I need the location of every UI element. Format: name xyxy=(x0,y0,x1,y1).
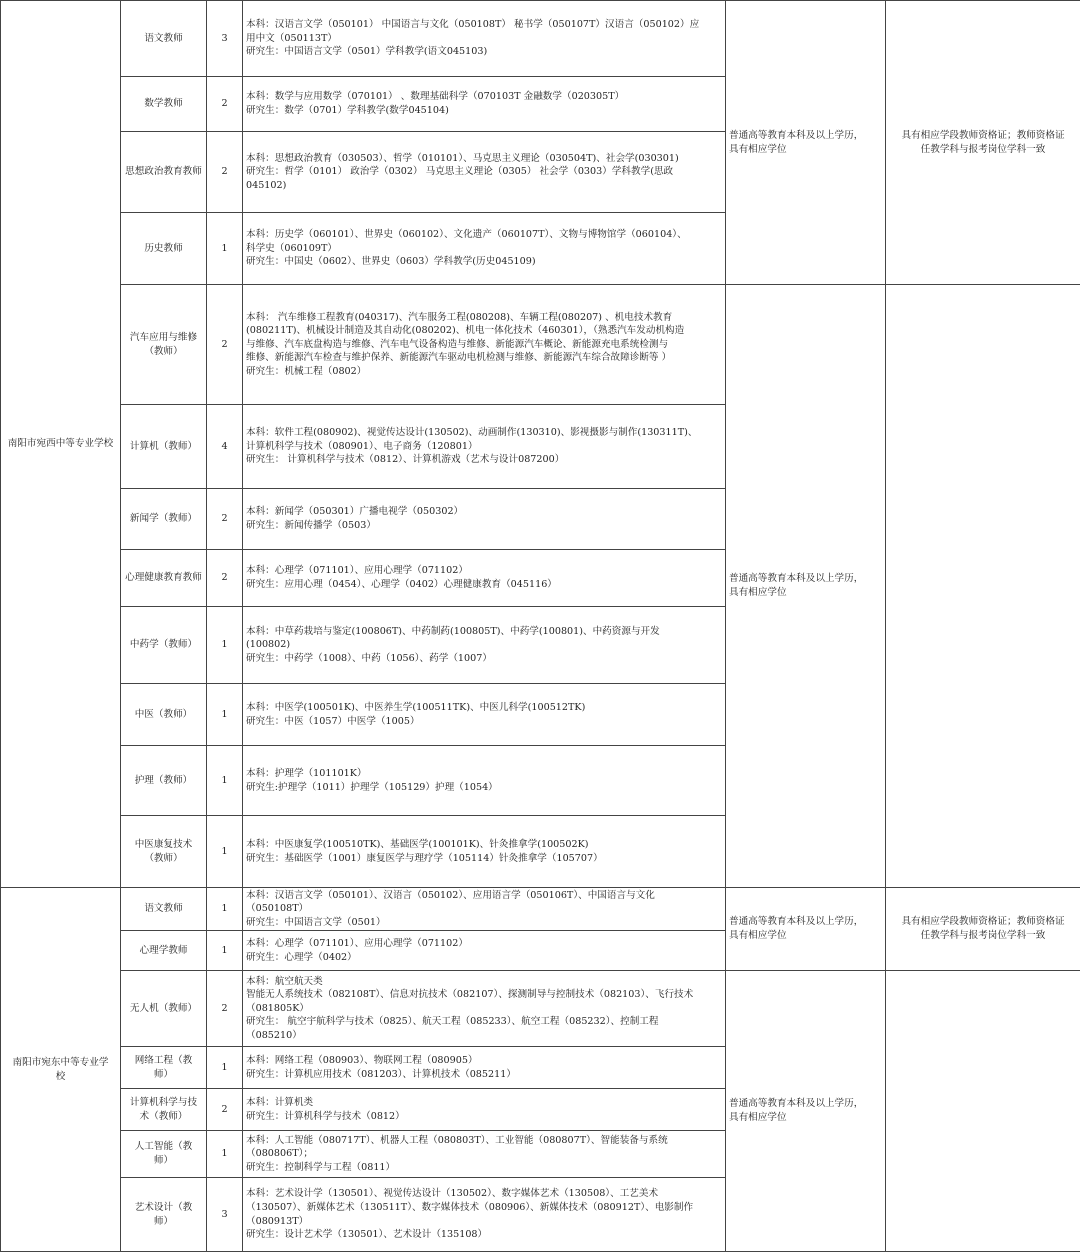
major-cell xyxy=(243,1178,726,1252)
post-cell xyxy=(121,550,207,607)
headcount: 1 xyxy=(221,708,228,720)
post-cell xyxy=(121,405,207,489)
major-cell xyxy=(243,489,726,550)
post-name: 语文教师 xyxy=(144,903,183,915)
education-requirement: 普通高等教育本科及以上学历， 具有相应学位 xyxy=(729,916,864,941)
certificate-requirement: 具有相应学段教师资格证；教师资格证 任教学科与报考岗位学科一致 xyxy=(901,916,1065,941)
post-name: 数学教师 xyxy=(144,98,183,110)
education-requirement: 普通高等教育本科及以上学历， 具有相应学位 xyxy=(729,129,864,155)
major-requirement: 本科： 汽车维修工程教育(040317)、汽车服务工程(080208)、车辆工程(080207) 、机电技术教育 (080211T)、机械设计制造及其自动化(080202)、机电一体化技术（460301），（熟悉汽车发动机构造 与维修、汽车底盘构造与维修、汽车电气设备构造与维修、新能源汽车概论、新能源充电系统检测与 维修、新能源汽车检查与维护保养、新能源汽车驱动电机检测与维修、新能源汽车综合故障诊断等 ） 研究生：机械工程（0802） xyxy=(246,311,685,377)
certificate-cell xyxy=(886,888,1080,971)
major-requirement: 本科：艺术设计学（130501）、视觉传达设计（130502）、数字媒体艺术（130508）、工艺美术 （130507）、新媒体艺术（130511T）、数字媒体技术（080906）、新媒体技术（080912T）、电影制作 （080913T） 研究生：设计艺术学（130501）、艺术设计（135108） xyxy=(246,1188,694,1241)
certificate-cell xyxy=(886,971,1080,1252)
major-cell xyxy=(243,816,726,888)
education-cell xyxy=(726,285,886,888)
count-cell xyxy=(207,1047,243,1089)
headcount: 1 xyxy=(221,242,228,254)
major-cell xyxy=(243,213,726,285)
count-cell xyxy=(207,77,243,132)
headcount: 2 xyxy=(221,1103,228,1115)
major-cell xyxy=(243,77,726,132)
major-requirement: 本科：中草药栽培与鉴定(100806T)、中药制药(100805T)、中药学(100801)、中药资源与开发 (100802) 研究生：中药学（1008）、中药（1056）、药学（1007） xyxy=(246,625,660,664)
major-cell xyxy=(243,888,726,931)
post-name: 护理（教师） xyxy=(134,774,193,786)
headcount: 2 xyxy=(221,513,228,525)
headcount: 2 xyxy=(221,98,228,110)
post-name: 历史教师 xyxy=(144,242,183,254)
count-cell xyxy=(207,971,243,1047)
count-cell xyxy=(207,684,243,746)
count-cell xyxy=(207,1178,243,1252)
headcount: 2 xyxy=(221,572,228,584)
major-cell xyxy=(243,607,726,684)
headcount: 2 xyxy=(221,338,228,350)
post-cell xyxy=(121,1178,207,1252)
post-name: 心理健康教育教师 xyxy=(125,572,202,584)
post-cell xyxy=(121,489,207,550)
post-cell xyxy=(121,1047,207,1089)
headcount: 3 xyxy=(221,32,228,44)
count-cell xyxy=(207,489,243,550)
post-name: 网络工程（教 师） xyxy=(134,1054,193,1080)
education-cell xyxy=(726,971,886,1252)
post-cell xyxy=(121,684,207,746)
certificate-requirement: 具有相应学段教师资格证；教师资格证 任教学科与报考岗位学科一致 xyxy=(901,129,1065,155)
major-cell xyxy=(243,971,726,1047)
major-cell xyxy=(243,1131,726,1178)
post-name: 计算机科学与技 术（教师） xyxy=(129,1096,198,1122)
post-cell xyxy=(121,888,207,931)
major-cell xyxy=(243,132,726,213)
post-name: 新闻学（教师） xyxy=(129,513,198,525)
post-cell xyxy=(121,1,207,77)
major-cell xyxy=(243,746,726,816)
major-requirement: 本科：网络工程（080903）、物联网工程（080905） 研究生：计算机应用技术（081203）、计算机技术（085211） xyxy=(246,1054,516,1080)
post-cell xyxy=(121,816,207,888)
major-requirement: 本科：中医学(100501K)、中医养生学(100511TK)、中医儿科学(100512TK) 研究生：中医（1057）中医学（1005） xyxy=(246,701,586,727)
education-cell xyxy=(726,1,886,285)
major-cell xyxy=(243,684,726,746)
count-cell xyxy=(207,607,243,684)
post-name: 计算机（教师） xyxy=(129,440,198,452)
post-cell xyxy=(121,285,207,405)
headcount: 1 xyxy=(221,845,228,857)
headcount: 1 xyxy=(221,1148,228,1160)
headcount: 3 xyxy=(221,1208,228,1220)
major-requirement: 本科：护理学（101101K） 研究生:护理学（1011）护理学（105129）护理（1054） xyxy=(246,767,498,793)
headcount: 4 xyxy=(221,440,228,452)
major-requirement: 本科：数学与应用数学（070101） 、数理基础科学（070103T 金融数学（020305T） 研究生：数学（0701）学科教学(数学045104) xyxy=(246,91,625,116)
count-cell xyxy=(207,405,243,489)
major-requirement: 本科：历史学（060101）、世界史（060102）、文化遗产（060107T）、文物与博物馆学（060104）、 科学史（060109T） 研究生：中国史（0602）、世界史（0603）学科教学(历史045109) xyxy=(246,229,687,268)
post-name: 中医康复技术 （教师） xyxy=(134,838,193,864)
headcount: 2 xyxy=(221,1002,228,1014)
major-requirement: 本科：心理学（071101）、应用心理学（071102） 研究生：心理学（0402） xyxy=(246,937,468,963)
count-cell xyxy=(207,132,243,213)
major-requirement: 本科：人工智能（080717T）、机器人工程（080803T）、工业智能（080807T）、智能装备与系统 （080806T）； 研究生：控制科学与工程（0811） xyxy=(246,1134,668,1173)
post-cell xyxy=(121,1131,207,1178)
headcount: 1 xyxy=(221,903,228,915)
major-requirement: 本科：汉语言文学（050101）、汉语言（050102）、应用语言学（050106T）、中国语言与文化 （050108T） 研究生：中国语言文学（0501） xyxy=(246,889,655,928)
major-cell xyxy=(243,931,726,971)
table-row xyxy=(1,971,1080,1047)
major-requirement: 本科：新闻学（050301）广播电视学（050302） 研究生：新闻传播学（0503） xyxy=(246,506,464,531)
major-requirement: 本科：中医康复学(100510TK)、基础医学(100101K)、针灸推拿学(100502K) 研究生：基础医学（1001）康复医学与理疗学（105114）针灸推拿学（105707） xyxy=(246,838,603,864)
headcount: 1 xyxy=(221,774,228,786)
school-name: 南阳市宛东中等专业学 校 xyxy=(12,1056,109,1082)
education-requirement: 普通高等教育本科及以上学历， 具有相应学位 xyxy=(729,573,864,598)
post-cell xyxy=(121,77,207,132)
post-cell xyxy=(121,971,207,1047)
major-requirement: 本科：汉语言文学（050101） 中国语言与文化（050108T） 秘书学（050107T）汉语言（050102）应 用中文（050113T） 研究生：中国语言文学（0501）学科教学(语文045103) xyxy=(246,19,700,58)
post-name: 中药学（教师） xyxy=(129,639,198,651)
major-cell xyxy=(243,285,726,405)
post-name: 心理学教师 xyxy=(139,944,188,956)
count-cell xyxy=(207,1,243,77)
major-requirement: 本科：航空航天类 智能无人系统技术（082108T）、信息对抗技术（082107）、探测制导与控制技术（082103）、飞行技术 （081805K） 研究生： 航空宇航科学与技术（0825）、航天工程（085233）、航空工程（085232）、控制工程 （085210） xyxy=(246,975,694,1041)
major-cell xyxy=(243,550,726,607)
school-name-cell xyxy=(1,1,121,888)
major-requirement: 本科：软件工程(080902)、视觉传达设计(130502)、动画制作(130310)、影视摄影与制作(130311T)、 计算机科学与技术（080901）、电子商务（120801） 研究生： 计算机科学与技术（0812）、计算机游戏（艺术与设计087200） xyxy=(246,427,698,466)
count-cell xyxy=(207,285,243,405)
post-name: 人工智能（教 师） xyxy=(134,1141,193,1166)
major-requirement: 本科：思想政治教育（030503）、哲学（010101）、马克思主义理论（030504T)、社会学(030301) 研究生：哲学（0101） 政治学（0302） 马克思主义理论（0305） 社会学（0303）学科教学(思政 045102) xyxy=(246,152,679,191)
school-name: 南阳市宛西中等专业学校 xyxy=(7,438,114,450)
certificate-cell xyxy=(886,285,1080,888)
post-name: 汽车应用与维修 （教师） xyxy=(129,331,198,357)
education-requirement: 普通高等教育本科及以上学历， 具有相应学位 xyxy=(729,1098,864,1123)
headcount: 1 xyxy=(221,639,228,651)
count-cell xyxy=(207,1089,243,1131)
major-cell xyxy=(243,1,726,77)
education-cell xyxy=(726,888,886,971)
table-row xyxy=(1,888,1080,931)
count-cell xyxy=(207,746,243,816)
count-cell xyxy=(207,1131,243,1178)
table-row xyxy=(1,1,1080,77)
major-cell xyxy=(243,1089,726,1131)
post-cell xyxy=(121,132,207,213)
count-cell xyxy=(207,931,243,971)
count-cell xyxy=(207,816,243,888)
count-cell xyxy=(207,888,243,931)
headcount: 1 xyxy=(221,1061,228,1073)
post-cell xyxy=(121,607,207,684)
major-requirement: 本科：计算机类 研究生：计算机科学与技术（0812） xyxy=(246,1096,405,1122)
table-row xyxy=(1,285,1080,405)
count-cell xyxy=(207,550,243,607)
major-cell xyxy=(243,1047,726,1089)
post-name: 中医（教师） xyxy=(134,708,193,720)
count-cell xyxy=(207,213,243,285)
major-requirement: 本科：心理学（071101）、应用心理学（071102） 研究生：应用心理（0454）、心理学（0402）心理健康教育（045116） xyxy=(246,565,557,590)
post-name: 艺术设计（教 师） xyxy=(134,1201,193,1227)
post-name: 无人机（教师） xyxy=(129,1002,198,1014)
school-name-cell xyxy=(1,888,121,1252)
post-cell xyxy=(121,213,207,285)
headcount: 1 xyxy=(221,944,228,956)
post-name: 语文教师 xyxy=(144,32,183,44)
post-name: 思想政治教育教师 xyxy=(125,166,202,178)
major-cell xyxy=(243,405,726,489)
headcount: 2 xyxy=(221,166,228,178)
certificate-cell xyxy=(886,1,1080,285)
post-cell xyxy=(121,746,207,816)
post-cell xyxy=(121,1089,207,1131)
post-cell xyxy=(121,931,207,971)
